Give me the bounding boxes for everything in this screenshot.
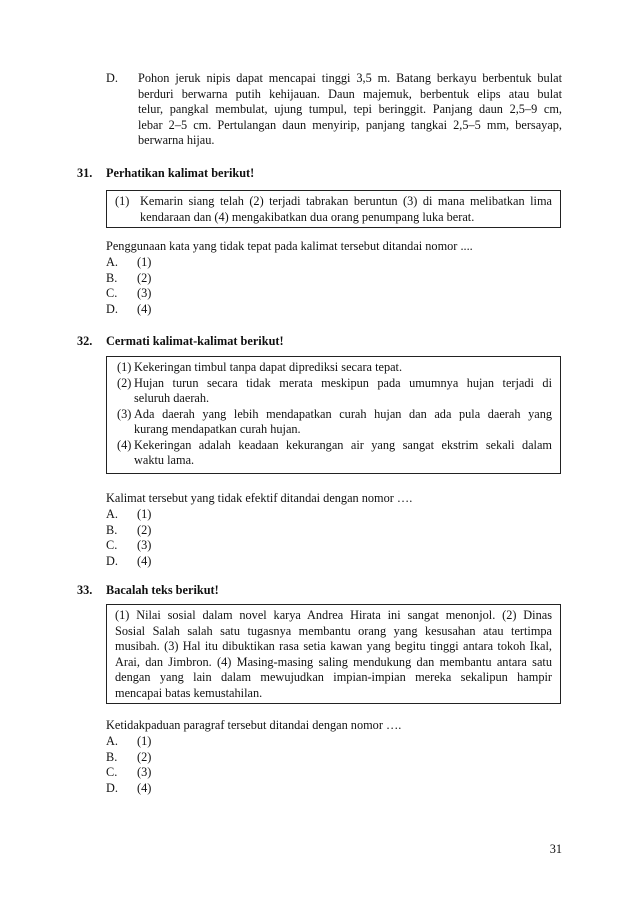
box-item — [117, 407, 552, 438]
text-line: berduri berwarna putih kehijauan. Daun majemuk, berbentuk elips atau bulat — [138, 86, 562, 101]
text-line: waktu lama. — [134, 453, 195, 467]
text-line: kurang mendapatkan curah hujan. — [134, 422, 301, 436]
option-letter: C. — [106, 538, 118, 552]
option-letter: B. — [106, 523, 118, 537]
text-line: musibah. (3) Hal itu dibuktikan rasa setia kawan yang begitu tinggi antara tokoh Ikal, — [115, 639, 552, 653]
option-text: (4) — [137, 781, 152, 795]
option-a[interactable] — [106, 734, 151, 750]
option-text: (1) — [137, 507, 152, 521]
text-line: Kekeringan adalah keadaan kekurangan air yang sangat ekstrim sekali dalam — [134, 437, 552, 452]
text-line: Kemarin siang telah (2) terjadi tabrakan beruntun (3) di mana melibatkan lima — [140, 194, 552, 208]
option-b[interactable] — [106, 271, 151, 287]
option-letter: C. — [106, 765, 118, 779]
page-number: 31 — [549, 842, 562, 856]
question-title: Perhatikan kalimat berikut! — [106, 166, 255, 180]
text-line: lebar 2–5 cm. Pertulangan daun menyirip, panjang tangkai 2,5–5 mm, bersayap, — [138, 117, 562, 132]
option-letter: A. — [106, 507, 118, 521]
question-text: Ketidakpaduan paragraf tersebut ditandai dengan nomor …. — [106, 718, 402, 732]
question-text: Penggunaan kata yang tidak tepat pada kalimat tersebut ditandai nomor .... — [106, 239, 473, 253]
option-text — [138, 71, 562, 149]
item-number: (2) — [117, 375, 132, 390]
option-text: (1) — [137, 255, 152, 269]
option-text: (4) — [137, 302, 152, 316]
question-text: Kalimat tersebut yang tidak efektif ditandai dengan nomor …. — [106, 491, 413, 505]
option-text: (2) — [137, 750, 152, 764]
option-text: (2) — [137, 523, 152, 537]
text-line: (1) Nilai sosial dalam novel karya Andrea Hirata ini sangat menonjol. (2) Dinas — [115, 608, 552, 622]
option-d[interactable] — [106, 781, 151, 797]
option-c[interactable] — [106, 538, 151, 554]
option-letter: A. — [106, 734, 118, 748]
option-letter: C. — [106, 286, 118, 300]
text-line: berwarna hijau. — [138, 133, 215, 147]
option-text: (1) — [137, 734, 152, 748]
item-number: (1) — [117, 360, 132, 374]
box-item — [117, 438, 552, 469]
question-title: Cermati kalimat-kalimat berikut! — [106, 334, 284, 348]
option-d[interactable] — [106, 302, 151, 318]
text-line: dengan yang lain dalam mewujudkan impian-impian mereka sekalipun hampir — [115, 670, 552, 684]
sentences-box — [106, 356, 561, 474]
item-number: (1) — [115, 194, 130, 208]
option-c[interactable] — [106, 286, 151, 302]
option-text: (3) — [137, 765, 152, 779]
option-letter: D. — [106, 71, 118, 85]
option-b[interactable] — [106, 750, 151, 766]
text-line: Hujan turun secara tidak merata meskipun pada umumnya hujan terjadi di — [134, 375, 552, 390]
text-line: Sosial Salah salah satu tugasnya membantu orang yang kesusahan atau tertimpa — [115, 623, 552, 638]
option-letter: D. — [106, 302, 118, 316]
text-line: Arai, dan Jimbron. (4) Masing-masing saling mendukung dan membantu antara satu — [115, 654, 552, 669]
option-a[interactable] — [106, 507, 151, 523]
option-letter: A. — [106, 255, 118, 269]
question-number: 31. — [77, 166, 93, 180]
question-number: 33. — [77, 583, 93, 597]
option-letter: D. — [106, 554, 118, 568]
option-a[interactable] — [106, 255, 151, 271]
option-letter: B. — [106, 271, 118, 285]
item-number: (4) — [117, 437, 132, 452]
option-text: (3) — [137, 286, 152, 300]
option-text: (2) — [137, 271, 152, 285]
box-item — [117, 360, 552, 376]
item-number: (3) — [117, 406, 132, 421]
question-title: Bacalah teks berikut! — [106, 583, 219, 597]
option-d[interactable] — [106, 554, 151, 570]
option-text: (4) — [137, 554, 152, 568]
text-line: mencapai batas kemustahilan. — [115, 685, 263, 700]
option-b[interactable] — [106, 523, 151, 539]
text-line: Pohon jeruk nipis dapat mencapai tinggi 3,5 m. Batang berkayu berbentuk bulat — [138, 71, 562, 85]
box-item — [115, 194, 552, 225]
option-letter: D. — [106, 781, 118, 795]
box-item — [117, 376, 552, 407]
sentence-box — [106, 190, 561, 228]
text-line: Ada daerah yang lebih mendapatkan curah hujan dan ada pula daerah yang — [134, 406, 552, 421]
option-text: (3) — [137, 538, 152, 552]
text-line: kendaraan dan (4) mengakibatkan dua orang penumpang luka berat. — [140, 209, 475, 224]
option-letter: B. — [106, 750, 118, 764]
text-line: seluruh daerah. — [134, 391, 210, 405]
question-number: 32. — [77, 334, 93, 348]
paragraph-box — [106, 604, 561, 704]
option-c[interactable] — [106, 765, 151, 781]
text-line: telur, pangkal membulat, ujung tumpul, tepi beringgit. Panjang daun 2,5–9 cm, — [138, 102, 562, 116]
text-line: Kekeringan timbul tanpa dapat diprediksi secara tepat. — [134, 360, 403, 374]
